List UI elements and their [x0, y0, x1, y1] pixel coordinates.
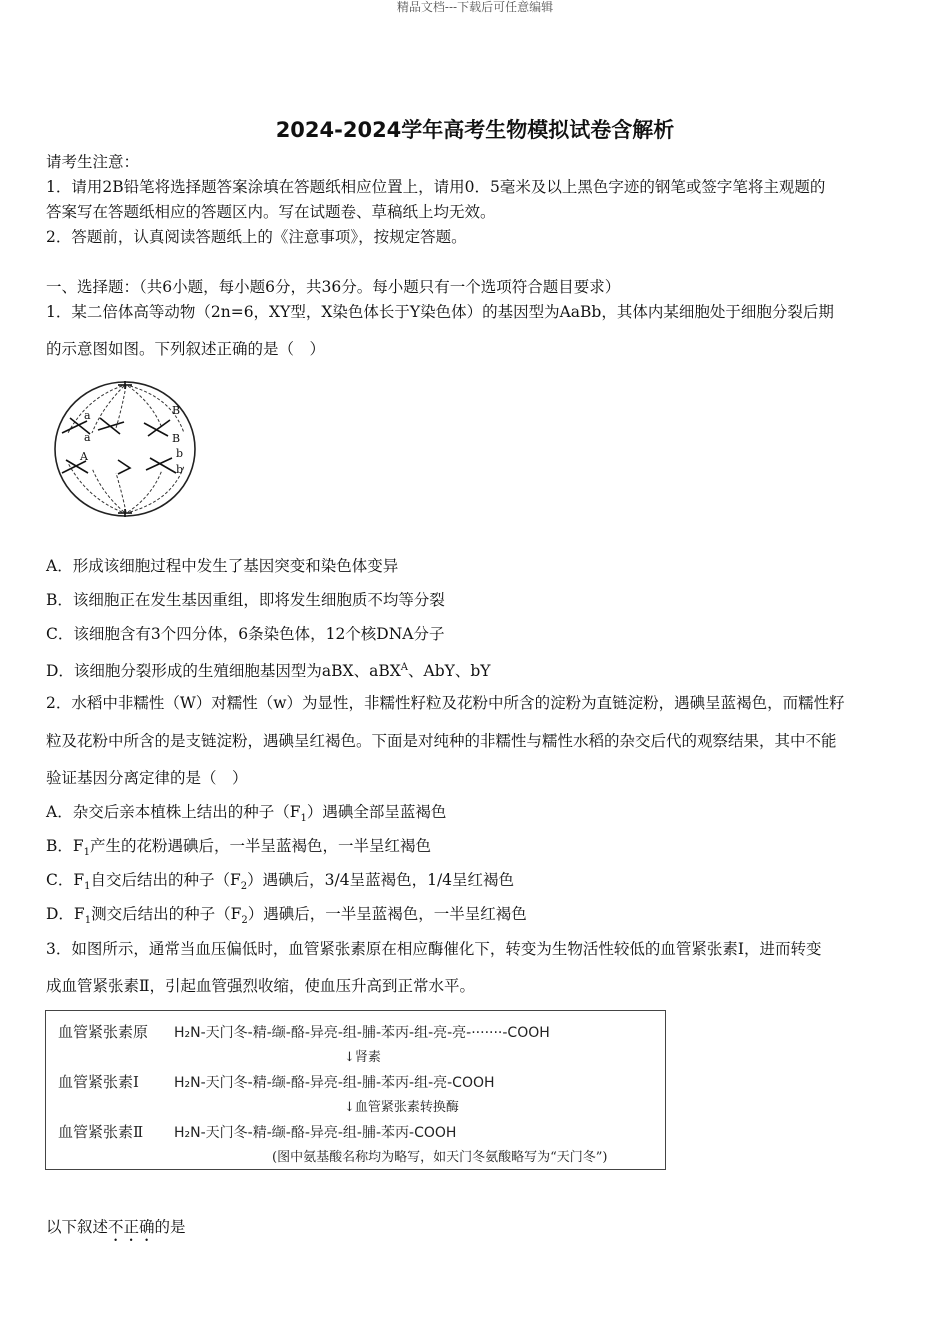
q1-stem-2: 的示意图如图。下列叙述正确的是（ ）: [46, 340, 326, 358]
fig-arrow-1: ↓肾素: [344, 1050, 381, 1065]
q2-d-pre: D．F: [46, 905, 85, 923]
q2-option-d: [46, 904, 527, 931]
q1-option-b: B．该细胞正在发生基因重组，即将发生细胞质不均等分裂: [46, 591, 445, 609]
q2-b-post: 产生的花粉遇碘后，一半呈蓝褐色，一半呈红褐色: [90, 837, 432, 855]
section-heading: 一、选择题：（共6小题，每小题6分，共36分。每小题只有一个选项符合题目要求）: [46, 278, 621, 296]
header-note: 精品文档---下载后可任意编辑: [396, 0, 554, 14]
q2-d-post: ）遇碘后，一半呈蓝褐色，一半呈红褐色: [247, 905, 527, 923]
q1-option-d-sup: A: [400, 662, 408, 673]
page-title: 2024-2024学年高考生物模拟试卷含解析: [275, 118, 675, 142]
q2-c-sub: 1: [84, 881, 91, 893]
q2-d-sub: 1: [84, 915, 92, 927]
cell-division-figure: [52, 378, 200, 520]
q2-option-c: [46, 870, 514, 897]
notice-heading: 请考生注意：: [46, 153, 140, 171]
q1-option-a: A．形成该细胞过程中发生了基因突变和染色体变异: [46, 557, 399, 575]
angiotensin-figure: [45, 1010, 666, 1170]
q2-a-pre: A．杂交后亲本植株上结出的种子（F: [46, 803, 301, 821]
q2-c-sub2: 2: [240, 881, 248, 893]
fig-arrow-2: ↓血管紧张素转换酶: [344, 1100, 459, 1115]
q2-c-post: ）遇碘后，3/4呈蓝褐色，1/4呈红褐色: [247, 871, 515, 889]
fig-row1-sequence: H₂N-天门冬-精-缬-酪-异亮-组-脯-苯丙-组-亮-亮-·······-COOH: [174, 1025, 550, 1041]
fig-label-b1: b: [176, 447, 184, 460]
q3-stem-2: 成血管紧张素Ⅱ，引起血管强烈收缩，使血压升高到正常水平。: [46, 977, 476, 995]
q3-ask-post: 的是: [154, 1218, 186, 1236]
q2-d-mid: 测交后结出的种子（F: [91, 905, 242, 923]
fig-note: (图中氨基酸名称均为略写，如天门冬氨酸略写为“天门冬”): [272, 1150, 608, 1165]
q1-option-d-post: 、AbY、bY: [408, 662, 491, 681]
q2-c-mid: 自交后结出的种子（F: [90, 871, 241, 889]
q3-stem-1: 3．如图所示，通常当血压偏低时，血管紧张素原在相应酶催化下，转变为生物活性较低的血管紧张素Ⅰ，进而转变: [46, 940, 822, 958]
q1-option-d: [46, 658, 491, 681]
q1-stem-1: 1．某二倍体高等动物（2n=6，XY型，X染色体长于Y染色体）的基因型为AaBb，其体内某细胞处于细胞分裂后期: [46, 303, 834, 321]
q2-a-sub: 1: [300, 813, 307, 825]
notice-line-1: 1．请用2B铅笔将选择题答案涂填在答题纸相应位置上，请用0．5毫米及以上黑色字迹的钢笔或签字笔将主观题的: [46, 178, 826, 196]
q2-b-pre: B．F: [46, 837, 84, 855]
q1-option-c: C．该细胞含有3个四分体，6条染色体，12个核DNA分子: [46, 625, 445, 643]
q2-a-post: ）遇碘全部呈蓝褐色: [306, 803, 447, 821]
q2-d-sub2: 2: [241, 915, 248, 927]
fig-label-B1: B: [172, 404, 181, 417]
q2-stem-1: 2．水稻中非糯性（W）对糯性（w）为显性，非糯性籽粒及花粉中所含的淀粉为直链淀粉，遇碘呈蓝褐色，而糯性籽: [46, 694, 845, 712]
q2-option-a: [46, 802, 446, 829]
q3-ask-emphasis: 不正确: [108, 1218, 155, 1236]
q2-c-pre: C．F: [46, 871, 85, 889]
q1-option-d-pre: D．该细胞分裂形成的生殖细胞基因型为aBX、aBX: [46, 662, 401, 681]
fig-label-a1: a: [84, 409, 91, 422]
fig-label-B2: B: [172, 432, 181, 445]
q2-stem-3: 验证基因分离定律的是（ ）: [46, 769, 248, 787]
fig-row1-label: 血管紧张素原: [58, 1023, 149, 1041]
q2-stem-2: 粒及花粉中所含的是支链淀粉，遇碘呈红褐色。下面是对纯种的非糯性与糯性水稻的杂交后代的观察结果，其中不能: [46, 732, 837, 750]
fig-row2-label: 血管紧张素Ⅰ: [58, 1073, 139, 1091]
fig-label-A: A: [80, 450, 88, 463]
fig-row2-sequence: H₂N-天门冬-精-缬-酪-异亮-组-脯-苯丙-组-亮-COOH: [174, 1075, 495, 1091]
q2-option-b: [46, 836, 431, 863]
q2-b-sub: 1: [83, 847, 91, 859]
notice-line-2: 答案写在答题纸相应的答题区内。写在试题卷、草稿纸上均无效。: [46, 203, 496, 221]
notice-line-3: 2．答题前，认真阅读答题纸上的《注意事项》，按规定答题。: [46, 228, 467, 246]
q3-question: [46, 1217, 186, 1245]
fig-row3-label: 血管紧张素Ⅱ: [58, 1123, 144, 1141]
fig-label-a2: a: [84, 431, 91, 444]
fig-row3-sequence: H₂N-天门冬-精-缬-酪-异亮-组-脯-苯丙-COOH: [174, 1125, 457, 1141]
fig-label-b2: b: [176, 463, 184, 476]
q3-ask-pre: 以下叙述: [46, 1218, 109, 1236]
